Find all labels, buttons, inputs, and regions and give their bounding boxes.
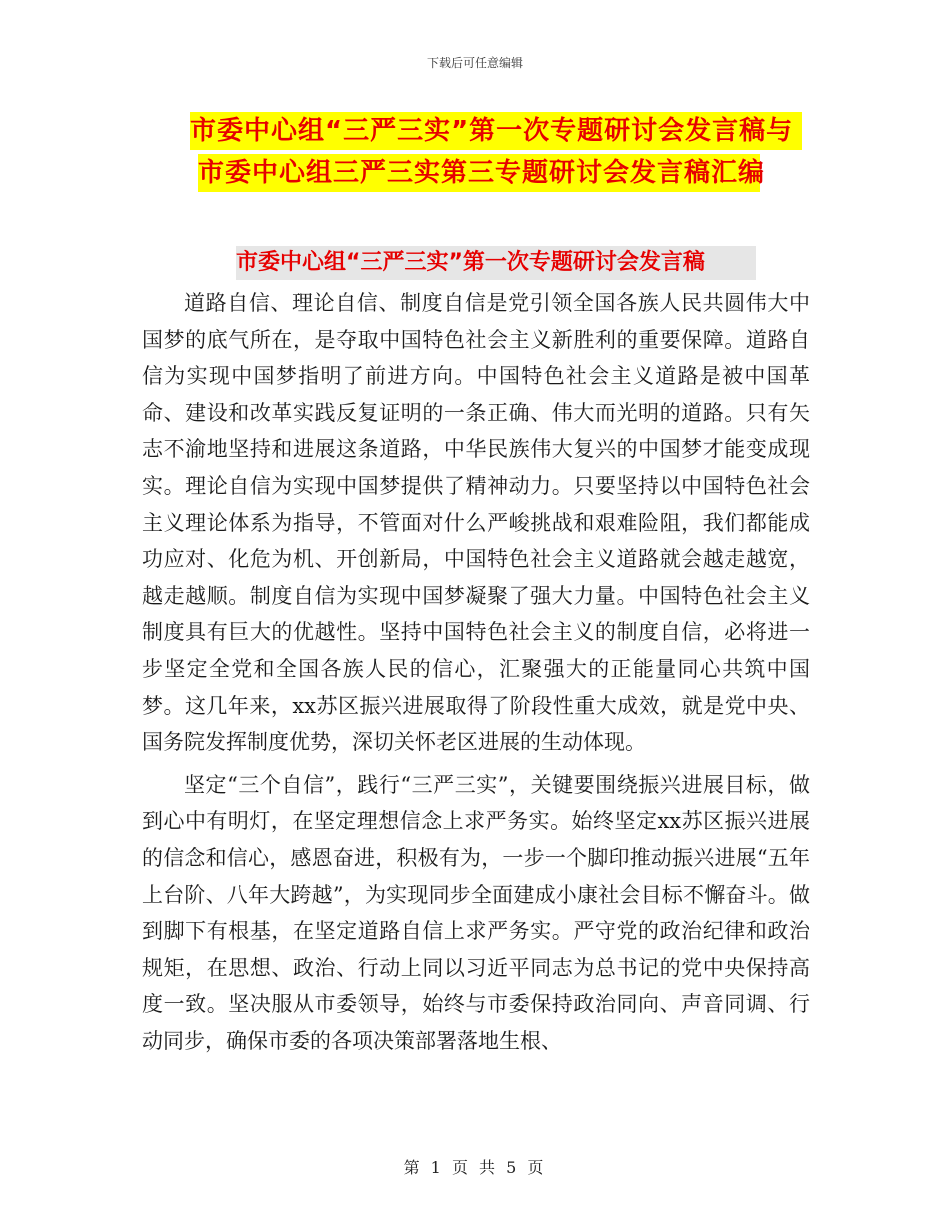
paragraph-1: 道路自信、理论自信、制度自信是党引领全国各族人民共圆伟大中国梦的底气所在，是夺取中国特色社会主义新胜利的重要保障。道路自信为实现中国梦指明了前进方向。中国特色社会主义道路是被中国革命、建设和改革实践反复证明的一条正确、伟大而光明的道路。只有矢志不渝地坚持和进展这条道路，中华民族伟大复兴的中国梦才能变成现实。理论自信为实现中国梦提供了精神动力。只要坚持以中国特色社会主义理论体系为指导，不管面对什么严峻挑战和艰难险阻，我们都能成功应对、化危为机、开创新局，中国特色社会主义道路就会越走越宽，越走越顺。制度自信为实现中国梦凝聚了强大力量。中国特色社会主义制度具有巨大的优越性。坚持中国特色社会主义的制度自信，必将进一步坚定全党和全国各族人民的信心，汇聚强大的正能量同心共筑中国梦。这几年来，xx苏区振兴进展取得了阶段性重大成效，就是党中央、国务院发挥制度优势，深切关怀老区进展的生动体现。 xyxy=(142,291,810,755)
page-header-note: 下载后可任意编辑 xyxy=(426,56,523,70)
section-title: 市委中心组“三严三实”第一次专题研讨会发言稿 xyxy=(236,246,756,280)
page-footer: 第 1 页 共 5 页 xyxy=(403,1158,547,1177)
document-title-line-2: 市委中心组三严三实第三专题研讨会发言稿汇编 xyxy=(198,154,760,192)
document-body xyxy=(142,285,810,1065)
document-title-line-1: 市委中心组“三严三实”第一次专题研讨会发言稿与 xyxy=(190,112,802,150)
paragraph-2: 坚定“三个自信”，践行“三严三实”，关键要围绕振兴进展目标，做到心中有明灯，在坚定理想信念上求严务实。始终坚定xx苏区振兴进展的信念和信心，感恩奋进，积极有为，一步一个脚印推动振兴进展“五年上台阶、八年大跨越”，为实现同步全面建成小康社会目标不懈奋斗。做到脚下有根基，在坚定道路自信上求严务实。严守党的政治纪律和政治规矩，在思想、政治、行动上同以习近平同志为总书记的党中央保持高度一致。坚决服从市委领导，始终与市委保持政治同向、声音同调、行动同步，确保市委的各项决策部署落地生根、 xyxy=(142,772,810,1053)
